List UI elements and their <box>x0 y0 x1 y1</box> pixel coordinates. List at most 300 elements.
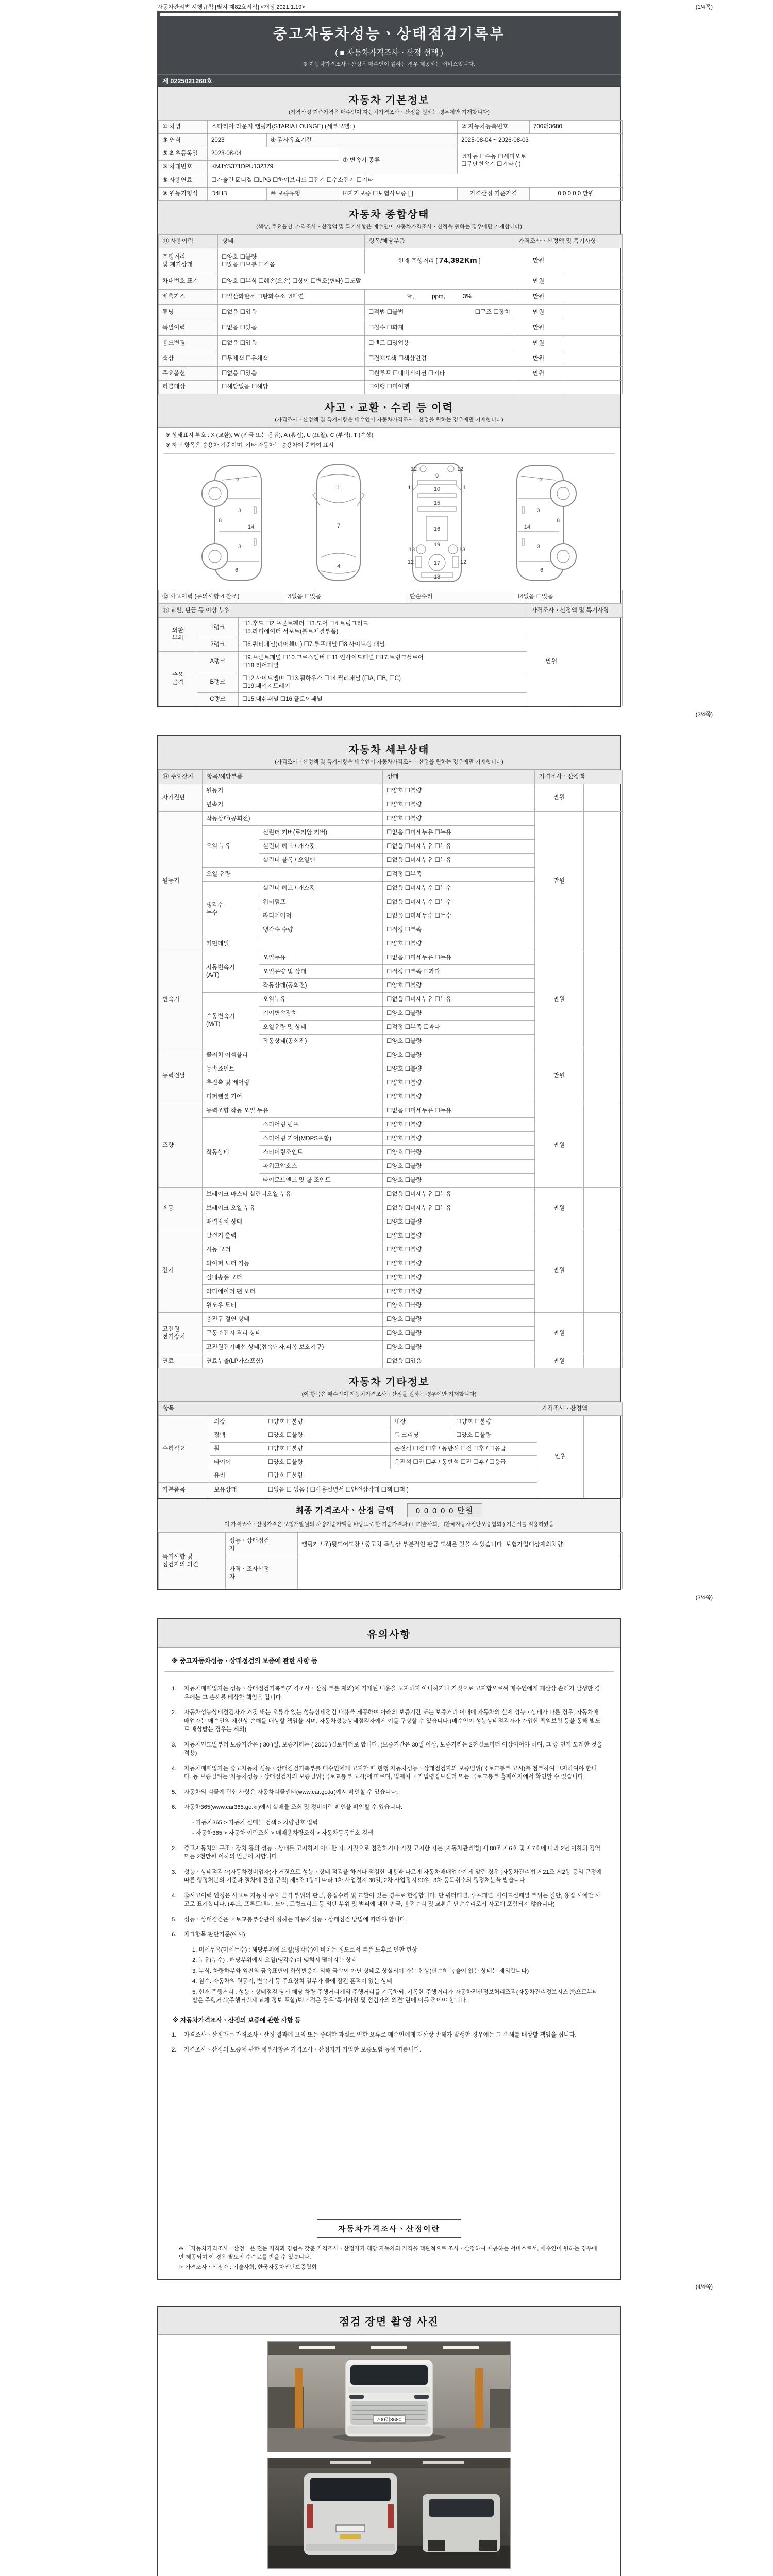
field-value: 스티어링 기어(MDPS포함) <box>259 1132 383 1146</box>
field-value: ☑없음 ☐있음 <box>514 590 623 604</box>
notice-item <box>172 1685 602 1702</box>
field-value: 작동상태 <box>203 1118 259 1188</box>
document-number: 제 0225021260호 <box>157 74 621 86</box>
field-value: 수동변속기 (M/T) <box>203 993 259 1048</box>
field-value <box>584 784 623 812</box>
notice-sub-item: - 자동차365 > 자동차 실매물 검색 > 차량번호 입력 <box>192 1819 318 1826</box>
notice-item <box>172 1916 602 1924</box>
field-value: 시동 모터 <box>203 1243 383 1257</box>
notice-sub-item: 1. 미세누유(미세누수) : 해당부위에 오일(냉각수)이 비치는 정도로서 부품 노후로 인한 현상 <box>192 1946 417 1953</box>
field-value: 만원 <box>535 812 584 951</box>
diagram-part-number: 10 <box>433 486 441 493</box>
field-value: 휠 <box>210 1443 264 1456</box>
field-value: 변속기 <box>203 798 383 812</box>
diagram-part-number: 11 <box>460 485 466 491</box>
field-value: 타이로드엔드 및 볼 조인트 <box>259 1174 383 1188</box>
field-value: 충전구 절연 상태 <box>203 1313 383 1327</box>
field-value <box>563 367 623 381</box>
section-title: 자동차 세부상태 <box>348 744 430 756</box>
field-value <box>514 381 563 394</box>
field-value: 상태 <box>218 235 365 248</box>
notice-item-text: 자동차365(www.car365.go.kr)에서 실매물 조회 및 정비이력 확인을 확인할 수 있습니다. <box>184 1804 402 1810</box>
field-value: ☐양호 ☐불량 <box>383 1035 535 1048</box>
section-basic-info <box>158 87 620 120</box>
field-label: ① 차명 <box>159 121 208 134</box>
notice-item-number: 5. <box>172 1789 177 1795</box>
field-label: 수리필요 <box>159 1416 210 1483</box>
notice-item-text: 가격조사ㆍ산정의 보증에 관한 세부사항은 가격조사ㆍ산정자가 가입한 보증보험 등에 따릅니다. <box>184 2047 422 2053</box>
field-value: ☐양호 ☐불량 <box>383 1048 535 1062</box>
field-value: 만원 <box>535 1229 584 1313</box>
svg-text:700러3680: 700러3680 <box>376 2417 402 2423</box>
field-value <box>584 1416 623 1498</box>
field-label: 주요옵션 <box>159 367 218 381</box>
diagram-part-number: 14 <box>524 524 531 530</box>
field-value <box>298 1557 623 1589</box>
section-accident-history <box>158 394 620 428</box>
field-value: ☐양호 ☐불량 <box>264 1443 391 1456</box>
field-value: ☐없음 ☐있음 <box>383 1354 535 1368</box>
field-value: ☐양호 ☐불량 <box>383 1174 535 1188</box>
field-value: 캠핑카 / 조)뒷도어도장 / 중고차 특성상 부분적인 판금 도색은 있을 수 있습니다. 보험가입대상제외차량. <box>298 1533 623 1557</box>
field-value: 2023-08-04 <box>208 147 339 161</box>
photo-area <box>158 2335 620 2569</box>
diagram-part-number: 7 <box>337 523 341 529</box>
field-value <box>563 274 623 290</box>
field-value: ☐전체도색 ☐색상변경 <box>365 351 514 367</box>
field-value: 파워고압호스 <box>259 1160 383 1174</box>
notice-item-text: 중고자동차의 구조ㆍ장치 등의 성능ㆍ상태를 고지하지 아니한 자, 거짓으로 점검하거나 거짓 고지한 자는 [자동차관리법] 제 80조 제6호 및 제7호에 따라 2년 이하의 징역 또는 2천만원 이하의 벌금에 처합니다. <box>184 1845 601 1860</box>
overall-state-table <box>158 234 620 394</box>
field-value <box>584 812 623 951</box>
field-value: ☐양호 ☐불량 <box>383 1299 535 1313</box>
field-value: 현재 주행거리 [ 74,392Km ] <box>365 248 514 274</box>
field-value: KMJYS371DPU132379 <box>208 161 339 174</box>
field-label: 전기 <box>159 1229 203 1313</box>
notice-sub-item: - 자동차365 > 자동차 이력조회 > 매매용차량조회 > 자동차등록번호 검색 <box>192 1830 373 1836</box>
field-value: 실린더 블록 / 오일팬 <box>259 854 383 868</box>
accident-history-table <box>158 590 620 604</box>
field-label: A랭크 <box>197 652 239 672</box>
field-value: 보유상태 <box>210 1483 264 1498</box>
field-value: 구동축전지 격리 상태 <box>203 1327 383 1341</box>
field-value: 만원 <box>535 1104 584 1188</box>
notice-footnotes <box>158 2238 620 2279</box>
field-label: 기본품목 <box>159 1483 210 1498</box>
section-subtitle: (가격조사ㆍ산정액 및 특기사항은 매수인이 자동차가격조사ㆍ산정을 원하는 경우에만 기재합니다) <box>275 759 503 765</box>
section-subtitle: (이 항목은 매수인이 자동차가격조사ㆍ산정을 원하는 경우에만 기재합니다) <box>301 1391 477 1397</box>
field-value: ☐없음 ☐미세누수 ☐누수 <box>383 909 535 923</box>
section-title: 유의사항 <box>367 1629 411 1640</box>
field-label: 특기사항 및 점검자의 의견 <box>159 1533 226 1589</box>
field-value: 오일누유 <box>259 951 383 965</box>
section-photos <box>158 2307 620 2335</box>
notice-item-number: 4. <box>172 1892 177 1899</box>
field-value: %, ppm, 3% <box>365 290 514 305</box>
field-value: ☐양호 ☐불량 <box>383 1146 535 1160</box>
notice-item-text: 체크항목 판단기준(예시) <box>184 1931 245 1938</box>
field-value: ☐양호 ☐불량 <box>452 1416 537 1429</box>
field-value: 만원 <box>537 1416 584 1498</box>
page2-box <box>157 735 621 1590</box>
diagram-part-number: 11 <box>408 485 414 491</box>
section-title: 자동차 기본정보 <box>348 95 430 106</box>
field-value: 유리 <box>210 1469 264 1483</box>
field-value: ☐없음 ☐미세누유 ☐누유 <box>383 1201 535 1215</box>
field-value: ☐없음 ☐미세누수 ☐누수 <box>383 882 535 895</box>
field-label: 동력전달 <box>159 1048 203 1104</box>
field-label: 리콜대상 <box>159 381 218 394</box>
field-value: ☑자동 ☐수동 ☐세미오토 ☐무단변속기 ☐기타 ( ) <box>458 147 623 174</box>
field-label: 단순수리 <box>406 590 514 604</box>
field-value <box>584 951 623 1048</box>
field-value: ☐없음 ☐미세누유 ☐누유 <box>383 1104 535 1118</box>
field-label: 2랭크 <box>197 638 239 652</box>
field-label: 특별이력 <box>159 320 218 336</box>
field-label: 배출가스 <box>159 290 218 305</box>
field-value: 만원 <box>535 784 584 812</box>
detail-state-table <box>158 770 620 1368</box>
field-value: ☐9.프론트패널 ☐10.크로스멤버 ☐11.인사이드패널 ☐17.트렁크플로어 ☐18.리어패널 <box>239 652 527 672</box>
page-marker-3: (3/4쪽) <box>695 1595 713 1601</box>
diagram-part-number: 8 <box>218 518 222 524</box>
field-value: 만원 <box>514 274 563 290</box>
field-value: 오일 누유 <box>203 826 259 868</box>
field-value: 타이어 <box>210 1456 264 1469</box>
page-break <box>157 2280 713 2293</box>
page1-box <box>157 86 621 707</box>
field-value: 스타리아 라운지 캠핑카(STARIA LOUNGE) (세부모델: ) <box>208 121 458 134</box>
notice-item-number: 3. <box>172 1741 177 1748</box>
field-value: ☐적정 ☐부족 ☐과다 <box>383 1021 535 1035</box>
field-value <box>563 305 623 320</box>
notice-lead: ※ 중고자동차성능ㆍ상태점검의 보증에 관한 사항 등 <box>172 1657 318 1665</box>
field-value: 커먼레일 <box>203 937 383 951</box>
field-value: 스티어링 펌프 <box>259 1118 383 1132</box>
field-label: 색상 <box>159 351 218 367</box>
field-value <box>563 290 623 305</box>
field-value: 만원 <box>514 320 563 336</box>
field-value: 항목/해당부품 <box>365 235 514 248</box>
field-label: 성능ㆍ상태점검 자 <box>226 1533 298 1557</box>
notice-item-number: 2. <box>172 1709 177 1716</box>
field-value: ⑭ 주요장치 <box>159 770 203 784</box>
diagram-part-number: 16 <box>433 526 441 532</box>
notice-item-number: 2. <box>172 2047 177 2053</box>
field-value: 내장 <box>391 1416 452 1429</box>
field-value: 동력조향 작동 오일 누유 <box>203 1104 383 1118</box>
field-label: ⑥ 차대번호 <box>159 161 208 174</box>
final-price-band <box>158 1498 620 1518</box>
field-value: 만원 <box>514 248 563 274</box>
field-value: ☐적법 ☐불법 ☐구조 ☐장치 <box>365 305 514 320</box>
field-value: ☑없음 ☐있음 <box>282 590 406 604</box>
field-value: ☐이행 ☐미이행 <box>365 381 514 394</box>
diagram-part-number: 12 <box>407 559 414 565</box>
field-value: 클러치 어셈블리 <box>203 1048 383 1062</box>
field-value: ☐양호 ☐불량 <box>383 1243 535 1257</box>
diagram-part-number: 12 <box>410 466 417 472</box>
field-value: 작동상태(공회전) <box>259 1035 383 1048</box>
field-value: ☐가솔린 ☑디젤 ☐LPG ☐하이브리드 ☐전기 ☐수소전기 ☐기타 <box>208 174 623 188</box>
notice-item <box>172 1741 602 1758</box>
diagram-part-number: 12 <box>460 559 467 565</box>
field-value: ☐양호 ☐불량 <box>383 1090 535 1104</box>
field-value: 발전기 출력 <box>203 1229 383 1243</box>
diagram-part-number: 15 <box>433 500 441 506</box>
diagram-part-number: 2 <box>539 478 543 484</box>
field-value: ☐양호 ☐불량 <box>383 1229 535 1243</box>
field-label: 제동 <box>159 1188 203 1229</box>
field-value: 스티어링조인트 <box>259 1146 383 1160</box>
field-value: ☐양호 ☐불량 <box>383 784 535 798</box>
price-definition-box-title: 자동차가격조사ㆍ산정이란 <box>317 2219 461 2238</box>
diagram-part-number: 19 <box>433 541 441 548</box>
field-value: 배력장치 상태 <box>203 1215 383 1229</box>
field-value: 냉각수 수량 <box>259 923 383 937</box>
notice-item-number: 4. <box>172 1765 177 1772</box>
field-value: ⑪ 사용이력 <box>159 235 218 248</box>
field-value: ☐양호 ☐부식 ☐훼손(오손) ☐상이 ☐변조(변타) ☐도말 <box>218 274 514 290</box>
field-value: 오일누유 <box>259 993 383 1007</box>
field-value: ☐양호 ☐불량 <box>264 1416 391 1429</box>
notice-item-number: 5. <box>172 1916 177 1923</box>
field-value: ☐양호 ☐불량 <box>383 812 535 826</box>
notice-item <box>172 1930 602 1939</box>
notice-sub-item: 4. 침수: 자동차의 원동기, 변속기 등 주요장치 일부가 물에 잠긴 흔적이 있는 상태 <box>192 1978 392 1985</box>
section-title: 점검 장면 촬영 사진 <box>339 2316 439 2328</box>
inspector-opinion-table <box>158 1532 620 1589</box>
field-value: 운전석 ☐전 ☐후 / 동반석 ☐전 ☐후 / ☐응급 <box>391 1443 537 1456</box>
notice-item <box>172 1892 602 1909</box>
field-value: ☐없음 ☐ 있음 ( ☐사용설명서 ☐안전삼각대 ☐잭 ☐잭 ) <box>264 1483 537 1498</box>
field-label: 튜닝 <box>159 305 218 320</box>
field-value <box>584 1048 623 1104</box>
document-header <box>157 11 621 74</box>
field-value: 브레이크 마스터 실린더오일 누유 <box>203 1188 383 1201</box>
diagram-part-number: 3 <box>536 544 541 550</box>
field-value: 실내송풍 모터 <box>203 1271 383 1285</box>
field-label: 주요 골격 <box>159 652 197 706</box>
notice-item <box>172 1708 602 1734</box>
notice-subheading: ※ 자동차가격조사ㆍ산정의 보증에 관한 사항 등 <box>173 2016 301 2024</box>
diagram-part-number: 3 <box>238 544 242 550</box>
notice-footnote-line: ☞ 가격조사ㆍ산정자 : 기술사회, 한국자동차진단보증협회 <box>179 2264 317 2270</box>
field-value: ☐양호 ☐불량 <box>383 1257 535 1271</box>
document-note: ※ 자동차가격조사ㆍ산정은 매수인이 원하는 경우 제공하는 서비스입니다. <box>303 61 475 67</box>
field-label: C랭크 <box>197 693 239 706</box>
field-value: ☐양호 ☐불량 <box>383 1341 535 1354</box>
field-value: ☑자가보증 ☐보험사보증 [ ] <box>339 188 458 201</box>
field-label: ⑤ 최초등록일 <box>159 147 208 161</box>
notice-item-number: 3. <box>172 1869 177 1875</box>
field-value: 만원 <box>535 1188 584 1229</box>
field-value: 만원 <box>535 1313 584 1354</box>
notice-item <box>172 2046 602 2055</box>
basic-info-table <box>158 120 620 201</box>
section-title: 자동차 종합상태 <box>348 209 430 221</box>
notice-item <box>172 1788 602 1797</box>
field-value <box>584 1354 623 1368</box>
field-value: 가격조사ㆍ산정액 <box>535 770 623 784</box>
page-marker-1: (1/4쪽) <box>695 4 713 10</box>
field-value: ☐없음 ☐미세누수 ☐누수 <box>383 895 535 909</box>
section-notice <box>158 1619 620 1648</box>
field-value: ☐양호 ☐불량 <box>383 1076 535 1090</box>
notice-item-text: 자동차의 리콜에 관한 사항은 자동차리콜센터(www.car.go.kr)에서 확인할 수 있습니다. <box>184 1789 398 1795</box>
field-label: 고전원 전기장치 <box>159 1313 203 1354</box>
field-label: ④ 검사유효기간 <box>267 134 458 147</box>
field-label: 가격산정 기준가격 <box>458 188 530 201</box>
field-value: 2023 <box>208 134 267 147</box>
notice-item-number: 1. <box>172 1686 177 1692</box>
document-title: 중고자동차성능ㆍ상태점검기록부 <box>273 26 506 42</box>
field-value <box>584 1229 623 1313</box>
field-value: 실린더 헤드 / 개스킷 <box>259 840 383 854</box>
field-value <box>576 618 623 706</box>
field-value: 와이퍼 모터 기능 <box>203 1257 383 1271</box>
field-value: ☐해당없음 ☐해당 <box>218 381 365 394</box>
section-subtitle: (색상, 주요옵션, 가격조사ㆍ산정액 및 특기사항은 매수인이 자동차가격조사ㆍ산정을 원하는 경우에만 기재합니다) <box>256 224 522 230</box>
field-value: 원동기 <box>203 784 383 798</box>
car-underbody-diagram <box>404 461 470 584</box>
diagram-part-number: 4 <box>337 563 341 569</box>
field-value: ☐적정 ☐부족 <box>383 868 535 882</box>
price-definition-box-wrap <box>158 2212 620 2238</box>
field-value: ☐6.쿼터패널(리어휀더) ☐7.루프패널 ☐8.사이드실 패널 <box>239 638 527 652</box>
field-value: 자동변속기 (A/T) <box>203 951 259 993</box>
field-value: ☐양호 ☐불량 <box>264 1429 391 1443</box>
field-value: 실린더 커버(로커암 커버) <box>259 826 383 840</box>
inspection-record-form <box>157 0 713 2576</box>
notice-item-text: 가격조사ㆍ산정자는 가격조사ㆍ산정 결과에 고의 또는 중대한 과실로 인한 오류로 매수인에게 재산상 손해가 발생한 경우에는 그 손해를 배상할 책임을 집니다. <box>184 2031 577 2038</box>
field-label: 원동기 <box>159 812 203 951</box>
diagram-part-number: 14 <box>247 524 255 530</box>
final-price-label: 최종 가격조사ㆍ산정 금액 <box>295 1506 395 1515</box>
field-value: 오일유량 및 상태 <box>259 1021 383 1035</box>
notice-item-number: 6. <box>172 1931 177 1938</box>
field-value: ☐없음 ☐있음 <box>218 367 365 381</box>
field-value: ☐없음 ☐미세누유 ☐누유 <box>383 854 535 868</box>
document-subtitle: ( ■ 자동차가격조사ㆍ산정 선택 ) <box>335 48 443 57</box>
field-label: ⑩ 보증유형 <box>267 188 339 201</box>
field-value: ☐양호 ☐불량 <box>383 1313 535 1327</box>
diagram-part-number: 3 <box>536 507 541 514</box>
field-value <box>563 381 623 394</box>
diagram-part-number: 18 <box>433 574 441 580</box>
page-marker-2: (2/4쪽) <box>695 711 713 718</box>
final-price-note: 이 가격조사ㆍ산정가격은 보험개발원의 차량기준가액을 바탕으로 한 기준가격과 ( ☐기술사회, ☐한국자동차진단보증협회 ) 기준서를 적용하였음 <box>158 1518 620 1532</box>
field-value: ☐15.대쉬패널 ☐16.플로어패널 <box>239 693 527 706</box>
section-title: 사고ㆍ교환ㆍ수리 등 이력 <box>325 402 453 414</box>
field-label: 연료 <box>159 1354 203 1368</box>
field-value: ☐양호 ☐불량 <box>264 1469 537 1483</box>
field-value: ☐양호 ☐불량 <box>383 937 535 951</box>
field-value <box>563 248 623 274</box>
field-value: 라디에이터 <box>259 909 383 923</box>
field-value: 만원 <box>514 367 563 381</box>
notice-box <box>157 1618 621 2280</box>
notice-body <box>158 1672 620 2061</box>
field-value: 윈도우 모터 <box>203 1299 383 1313</box>
car-side-right-diagram <box>505 461 582 584</box>
symbol-note-line: ※ 상태표시 부호 : X (교환), W (판금 또는 용접), A (흠집), U (요철), C (부식), T (손상) <box>165 432 374 438</box>
field-value: ☐적정 ☐부족 ☐과다 <box>383 965 535 979</box>
field-value: 작동상태(공회전) <box>259 979 383 993</box>
section-detail-state <box>158 736 620 770</box>
field-value <box>563 320 623 336</box>
diagram-part-number: 8 <box>556 518 560 524</box>
notice-item-text: ⑫사고이력 인정은 사고로 자동차 주요 골격 부위의 판금, 용접수리 및 교환이 있는 경우로 한정합니다. 단 쿼터패널, 루프패널, 사이드실패널 부위는 절단, 용접 시에만 사고로 표기합니다. (후드, 프론트펜더, 도어, 트렁크리드 등 외판 부위 및 범퍼에 대한 판금, 용접수리 및 교환은 단순수리로서 사고에 포함되지 않습니다) <box>184 1892 601 1907</box>
field-value: 만원 <box>535 1354 584 1368</box>
field-value <box>584 1104 623 1188</box>
field-value: ☐양호 ☐불량 <box>383 1118 535 1132</box>
field-label: ⑫ 사고이력 (유의사항 4.참조) <box>159 590 282 604</box>
field-value <box>563 351 623 367</box>
field-value: D4HB <box>208 188 267 201</box>
field-value: 가격조사ㆍ산정액 <box>537 1402 623 1416</box>
field-value: ☐양호 ☐불량 <box>383 1215 535 1229</box>
notice-item-text: 성능ㆍ상태점검자(자동차정비업자)가 거짓으로 성능ㆍ상태 점검을 하거나 점검한 내용과 다르게 자동차매매업자에게 알린 경우 [자동차관리법 제21조 제2항 등의 규정에 따른 행정처분의 기준과 절차에 관한 규칙] 제5조 1항에 따라 1차 사업정지 30일, 2차 사업정지 90일, 3차 등록취소의 행정처분을 받습니다. <box>184 1869 602 1884</box>
field-value: 항목/해당부품 <box>203 770 383 784</box>
field-value: 2025-08-04 ~ 2026-08-03 <box>458 134 623 147</box>
diagram-part-number: 6 <box>540 567 544 573</box>
field-value: ☐무채색 ☐유채색 <box>218 351 365 367</box>
field-label: ⑧ 사용연료 <box>159 174 208 188</box>
notice-sub-item: 3. 부식: 차량하부와 외판의 금속표면이 화학반응에 의해 금속이 아닌 상태로 상실되어 가는 현상(단순히 녹슬어 있는 상태는 제외합니다) <box>192 1968 529 1974</box>
field-label: 차대번호 표기 <box>159 274 218 290</box>
field-value: 디퍼렌셜 기어 <box>203 1090 383 1104</box>
section-subtitle: (가격산정 기준가격은 매수인이 자동차가격조사ㆍ산정을 원하는 경우에만 기재합니다) <box>289 109 490 115</box>
field-label: ③ 연식 <box>159 134 208 147</box>
field-value: 냉각수 누수 <box>203 882 259 937</box>
section-subtitle: (가격조사ㆍ산정액 및 특기사항은 매수인이 자동차가격조사ㆍ산정을 원하는 경우에만 기재합니다) <box>275 417 503 423</box>
field-value <box>584 1188 623 1229</box>
field-value: ☐썬루프 ☐네비게이션 ☐기타 <box>365 367 514 381</box>
field-value: 외장 <box>210 1416 264 1429</box>
field-label: 외판 부위 <box>159 618 197 652</box>
notice-sub-item: 5. 현재 주행거리 : 성능ㆍ상태점검 당시 해당 차량 주행거리계의 주행거리를 기록하되, 기록한 주행거리가 자동차전산정보처리조직(자동차관리정보시스템)으로부터 받은 주행거리(주행거리계 교체 정보 포함)보다 적은 경우 '특기사항 및 점검자의 의견' 란에 이를 적어야 합니다. <box>192 1989 598 2004</box>
field-value: ⑬ 교환, 판금 등 이상 부위 <box>159 604 527 618</box>
diagram-part-number: 1 <box>337 485 341 491</box>
notice-item-text: 자동차매매업자는 중고자동차 성능ㆍ상태점검기록부를 매수인에게 고지할 때 현행 자동차성능ㆍ상태점검자의 보증범위(국토교통부 고시)를 첨부하여 고지하여야 합니다. 동 보증범위는 '자동차성능ㆍ상태점검자의 보증범위'(국토교통부 고시)에 따르며, 법제처 국가법령정보센터 또는 국토교통부 홈페이지에서 확인할 수 있습니다. <box>184 1765 597 1780</box>
field-value: 만원 <box>514 336 563 351</box>
diagram-part-number: 12 <box>457 466 464 472</box>
notice-item-text: 자동차매매업자는 성능ㆍ상태점검기록부(가격조사ㆍ산정 부분 제외)에 기재된 내용을 고지하지 아니하거나 거짓으로 고지함으로써 매수인에게 재산상 손해가 발생한 경우에는 그 손해를 배상할 책임을 집니다. <box>184 1686 600 1701</box>
field-value: 실린더 헤드 / 개스킷 <box>259 882 383 895</box>
field-label: 1랭크 <box>197 618 239 638</box>
field-label: 주행거리 및 계기상태 <box>159 248 218 274</box>
diagram-part-number: 13 <box>459 547 466 553</box>
field-value <box>584 1313 623 1354</box>
notice-item <box>172 1868 602 1885</box>
inspection-photo-front <box>267 2341 511 2452</box>
field-value <box>563 336 623 351</box>
etc-info-table <box>158 1402 620 1498</box>
field-value: ☐양호 ☐불량 <box>383 979 535 993</box>
field-value: 광택 <box>210 1429 264 1443</box>
diagram-part-number: 3 <box>238 507 242 514</box>
field-value: ☐1.후드 ☐2.프론트휀더 ☐3.도어 ☐4.트렁크리드 ☐5.라디에이터 서포트(볼트체결부품) <box>239 618 527 638</box>
page-break <box>157 707 713 721</box>
field-value: 만원 <box>527 618 576 706</box>
field-value: 추진축 및 베어링 <box>203 1076 383 1090</box>
field-label: 조향 <box>159 1104 203 1188</box>
field-label: 자기진단 <box>159 784 203 812</box>
notice-footnote-line: ※ 「자동차가격조사ㆍ산정」은 전문 지식과 경험을 갖춘 가격조사ㆍ산정자가 해당 자동차의 가격을 객관적으로 조사ㆍ산정하여 제공하는 서비스로서, 매수인이 원하는 경우에만 제공되며 이 경우 별도의 수수료를 받을 수 있습니다. <box>179 2246 597 2260</box>
field-value: ☐없음 ☐있음 <box>218 320 365 336</box>
page-break <box>157 1590 713 1604</box>
